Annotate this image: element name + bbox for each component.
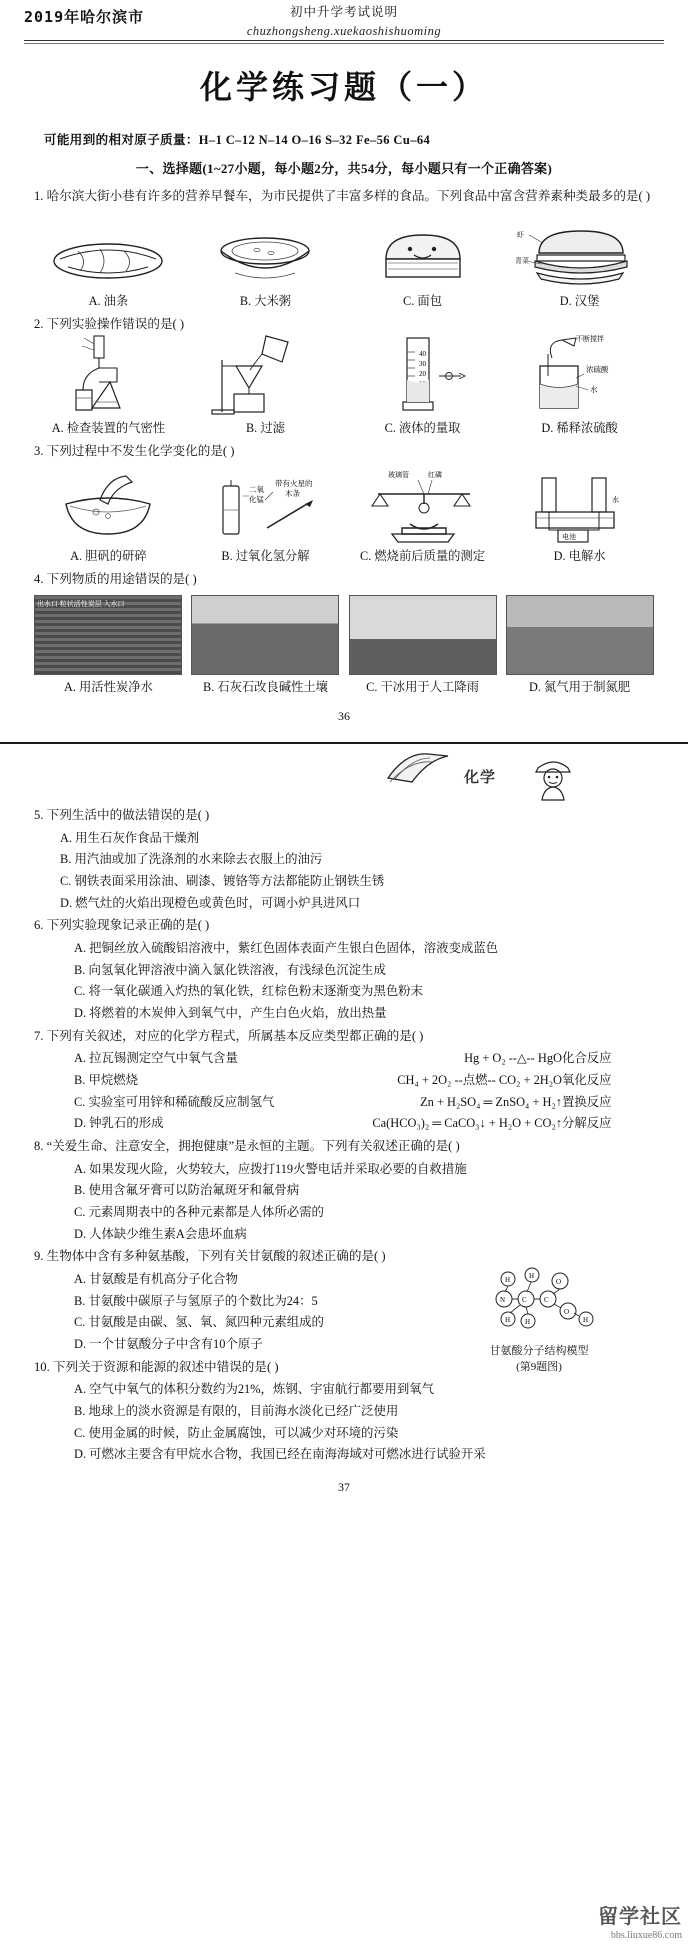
q5-option-b: B. 用汽油或加了洗涤剂的水来除去衣服上的油污 <box>60 852 323 867</box>
q2-option-d: D. 稀释浓硫酸 <box>541 421 618 436</box>
question-1-captions <box>34 291 654 309</box>
q2-option-b: B. 过滤 <box>245 421 285 436</box>
header-logo: 2019年哈尔滨市 <box>24 8 145 26</box>
figure-h2o2-decomposition <box>191 466 340 544</box>
atomic-mass-note: 可能用到的相对原子质量：H–1 C–12 N–14 O–16 S–32 Fe–56 Cu–64 <box>44 133 431 147</box>
glycine-model-figure-number: (第9题图) <box>516 1361 562 1374</box>
question-2-captions <box>34 418 654 436</box>
q5-option-a: A. 用生石灰作食品干燥剂 <box>60 830 200 845</box>
svg-text:玻璃管: 玻璃管 <box>387 470 409 479</box>
figure-bread <box>348 211 497 289</box>
svg-text:木条: 木条 <box>285 488 301 498</box>
question-1-stem: 1. 哈尔滨大街小巷有许多的营养早餐车，为市民提供了丰富多样的食品。下列食品中富含营养素种类最多的是( ) <box>34 189 651 203</box>
q3-option-b: B. 过氧化氢分解 <box>221 548 310 563</box>
q10-option-b: B. 地球上的淡水资源是有限的，目前海水淡化已经广泛使用 <box>74 1403 399 1418</box>
q1-option-c: C. 面包 <box>403 293 442 308</box>
q6-option-b: B. 向氢氧化钾溶液中滴入氯化铁溶液，有浅绿色沉淀生成 <box>74 962 386 977</box>
watermark-brand: 留学社区 <box>598 1905 682 1928</box>
svg-text:电池: 电池 <box>561 532 576 541</box>
document-page-2 <box>0 742 688 1946</box>
q1-option-d: D. 汉堡 <box>559 293 600 308</box>
watermark <box>598 1905 682 1943</box>
q7-option-b-text: B. 甲烷燃烧 <box>74 1072 139 1087</box>
decoration-word: 化学 <box>464 770 497 786</box>
figure-label-outlet: 出水口 粒状活性炭层 入水口 <box>37 600 125 609</box>
svg-text:O: O <box>556 1278 562 1287</box>
q9-option-c: C. 甘氨酸是由碳、氢、氧、氮四种元素组成的 <box>74 1315 324 1330</box>
question-4-stem: 4. 下列物质的用途错误的是( ) <box>34 571 197 586</box>
header-title: 初中升学考试说明 <box>289 5 398 19</box>
book-icon <box>384 748 454 799</box>
question-4-images <box>34 595 654 675</box>
glycine-molecule-icon <box>474 1265 604 1335</box>
question-1-images <box>34 211 654 289</box>
question-7-options <box>34 1048 654 1135</box>
glycine-model-figure <box>464 1265 614 1376</box>
svg-text:O: O <box>564 1308 570 1317</box>
svg-text:化锰: 化锰 <box>249 494 265 504</box>
question-4 <box>34 570 654 590</box>
figure-nitrogen-fertilizer <box>506 595 654 675</box>
q10-option-c: C. 使用金属的时候，防止金属腐蚀，可以减少对环境的污染 <box>74 1425 399 1440</box>
question-9-options <box>34 1269 477 1356</box>
document-page-1 <box>0 0 688 742</box>
figure-limestone-field <box>191 595 339 675</box>
svg-text:40: 40 <box>418 350 426 359</box>
svg-text:H: H <box>505 1276 511 1285</box>
q7-row-a <box>74 1048 654 1070</box>
svg-text:带有火星的: 带有火星的 <box>275 478 313 488</box>
q1-option-a: A. 油条 <box>88 293 129 308</box>
question-5-stem: 5. 下列生活中的做法错误的是( ) <box>34 808 210 822</box>
figure-measuring-liquid <box>348 338 497 416</box>
q9-option-b: B. 甘氨酸中碳原子与氢原子的个数比为24：5 <box>74 1293 318 1308</box>
q2-option-a: A. 检查装置的气密性 <box>51 421 166 436</box>
question-5-options <box>34 828 654 915</box>
header-pinyin: chuzhongsheng.xuekaoshishuoming <box>246 24 442 38</box>
q7-option-a-text: A. 拉瓦锡测定空气中氧气含量 <box>74 1051 238 1066</box>
figure-filtration <box>191 338 340 416</box>
svg-text:C: C <box>544 1296 549 1305</box>
figure-rice-porridge <box>191 211 340 289</box>
question-6 <box>34 916 654 1024</box>
q4-option-b: B. 石灰石改良碱性土壤 <box>202 680 328 695</box>
svg-text:H: H <box>525 1318 531 1327</box>
q10-option-d: D. 可燃冰主要含有甲烷水合物，我国已经在南海海域对可燃冰进行试验开采 <box>74 1447 486 1462</box>
page-number-36: 36 <box>338 709 350 724</box>
page2-decoration <box>34 744 654 806</box>
q5-option-d: D. 燃气灶的火焰出现橙色或黄色时，可调小炉具进风口 <box>60 895 361 910</box>
svg-text:H: H <box>529 1272 535 1281</box>
q7-option-a-formula: Hg + O₂ --△-- HgO <box>464 1051 562 1066</box>
q4-option-d: D. 氮气用于制氮肥 <box>529 680 631 695</box>
q1-option-b: B. 大米粥 <box>239 293 292 308</box>
question-3-captions <box>34 546 654 564</box>
q8-option-d: D. 人体缺少维生素A会患坏血病 <box>74 1226 247 1241</box>
q7-row-c <box>74 1092 654 1114</box>
question-3 <box>34 442 654 462</box>
watermark-url: bbs.liuxue86.com <box>610 1929 682 1941</box>
q6-option-d: D. 将燃着的木炭伸入到氧气中，产生白色火焰，放出热量 <box>74 1005 387 1020</box>
figure-hamburger <box>505 211 654 289</box>
student-icon <box>526 754 586 809</box>
question-2-images <box>34 335 654 416</box>
figure-mass-balance <box>348 466 497 544</box>
q7-option-d-type: 分解反应 <box>562 1116 612 1131</box>
q7-option-c-formula: Zn + H₂SO₄ ═ ZnSO₄ + H₂↑ <box>420 1094 562 1109</box>
question-1 <box>34 187 654 207</box>
page-number-37: 37 <box>338 1479 350 1494</box>
figure-youtiao <box>34 211 183 289</box>
figure-airtightness-test <box>34 338 183 416</box>
question-8-stem: 8. “关爱生命、注意安全，拥抱健康”是永恒的主题。下列有关叙述正确的是( ) <box>34 1138 460 1153</box>
q8-option-b: B. 使用含氟牙膏可以防治氟斑牙和氟骨病 <box>74 1183 300 1198</box>
q10-option-a: A. 空气中氧气的体积分数约为21%，炼钢、宇宙航行都要用到氧气 <box>74 1382 435 1397</box>
q4-option-a: A. 用活性炭净水 <box>63 680 153 695</box>
question-8 <box>34 1137 654 1245</box>
q6-option-c: C. 将一氧化碳通入灼热的氧化铁，红棕色粉末逐渐变为黑色粉末 <box>74 984 424 999</box>
svg-text:N: N <box>500 1296 506 1305</box>
q7-option-b-type: 氧化反应 <box>562 1072 612 1087</box>
svg-text:C: C <box>522 1296 527 1305</box>
question-6-stem: 6. 下列实验现象记录正确的是( ) <box>34 918 210 933</box>
page-title: 化学练习题（一） <box>199 69 488 105</box>
figure-mortar-pestle <box>34 466 183 544</box>
figure-dilute-sulfuric-acid <box>505 335 654 416</box>
q9-option-d: D. 一个甘氨酸分子中含有10个原子 <box>74 1336 263 1351</box>
q4-option-c: C. 干冰用于人工降雨 <box>366 680 479 695</box>
question-4-captions <box>34 677 654 695</box>
question-9-stem: 9. 生物体中含有多种氨基酸，下列有关甘氨酸的叙述正确的是( ) <box>34 1249 386 1264</box>
svg-text:浓硫酸: 浓硫酸 <box>585 365 609 375</box>
glycine-model-caption: 甘氨酸分子结构模型 <box>489 1344 589 1357</box>
header-rule-thin <box>24 43 664 44</box>
question-6-options <box>34 938 654 1025</box>
svg-text:H: H <box>505 1316 511 1325</box>
q7-row-d <box>74 1113 654 1135</box>
question-3-images <box>34 466 654 544</box>
svg-text:20: 20 <box>418 370 426 379</box>
svg-text:二氧: 二氧 <box>249 484 265 494</box>
page-header <box>0 0 688 46</box>
q3-option-a: A. 胆矾的研碎 <box>70 548 147 563</box>
header-rule <box>24 40 664 41</box>
question-3-stem: 3. 下列过程中不发生化学变化的是( ) <box>34 444 235 459</box>
svg-text:青菜: 青菜 <box>514 256 529 265</box>
svg-text:H: H <box>583 1316 589 1325</box>
q7-option-c-type: 置换反应 <box>562 1094 612 1109</box>
question-10-stem: 10. 下列关于资源和能源的叙述中错误的是( ) <box>34 1359 279 1374</box>
q3-option-d: D. 电解水 <box>553 548 606 563</box>
q7-option-d-text: D. 钟乳石的形成 <box>74 1116 164 1131</box>
q7-option-c-text: C. 实验室可用锌和稀硫酸反应制氢气 <box>74 1094 275 1109</box>
question-10-options <box>34 1379 654 1466</box>
svg-text:红磷: 红磷 <box>427 470 442 479</box>
q3-option-c: C. 燃烧前后质量的测定 <box>360 548 486 563</box>
svg-text:不断搅拌: 不断搅拌 <box>575 335 604 344</box>
q7-option-d-formula: Ca(HCO₃)₂ ═ CaCO₃↓ + H₂O + CO₂↑ <box>372 1116 562 1131</box>
figure-water-electrolysis <box>505 466 654 544</box>
q8-option-a: A. 如果发现火险，火势较大，应拨打119火警电话并采取必要的自救措施 <box>74 1161 467 1176</box>
q7-option-a-type: 化合反应 <box>562 1051 612 1066</box>
question-7-stem: 7. 下列有关叙述，对应的化学方程式，所属基本反应类型都正确的是( ) <box>34 1028 424 1043</box>
figure-dry-ice-rain <box>349 595 497 675</box>
svg-text:水: 水 <box>589 385 598 395</box>
q6-option-a: A. 把铜丝放入硫酸铝溶液中，紫红色固体表面产生银白色固体，溶液变成蓝色 <box>74 940 499 955</box>
q2-option-c: C. 液体的量取 <box>384 421 461 436</box>
svg-text:30: 30 <box>418 360 426 369</box>
figure-activated-carbon-filter <box>34 595 182 675</box>
question-5 <box>34 806 654 914</box>
svg-text:水: 水 <box>611 495 619 504</box>
question-8-options <box>34 1159 654 1246</box>
q8-option-c: C. 元素周期表中的各种元素都是人体所必需的 <box>74 1204 324 1219</box>
svg-text:虾: 虾 <box>516 230 524 239</box>
section-heading-one: 一、选择题(1~27小题，每小题2分，共54分，每小题只有一个正确答案) <box>135 161 553 176</box>
q5-option-c: C. 钢铁表面采用涂油、刷漆、镀铬等方法都能防止钢铁生锈 <box>60 873 385 888</box>
question-7 <box>34 1027 654 1135</box>
q7-row-b <box>74 1070 654 1092</box>
q9-option-a: A. 甘氨酸是有机高分子化合物 <box>74 1271 238 1286</box>
q7-option-b-formula: CH₄ + 2O₂ --点燃-- CO₂ + 2H₂O <box>397 1072 562 1087</box>
question-2-stem: 2. 下列实验操作错误的是( ) <box>34 316 185 331</box>
